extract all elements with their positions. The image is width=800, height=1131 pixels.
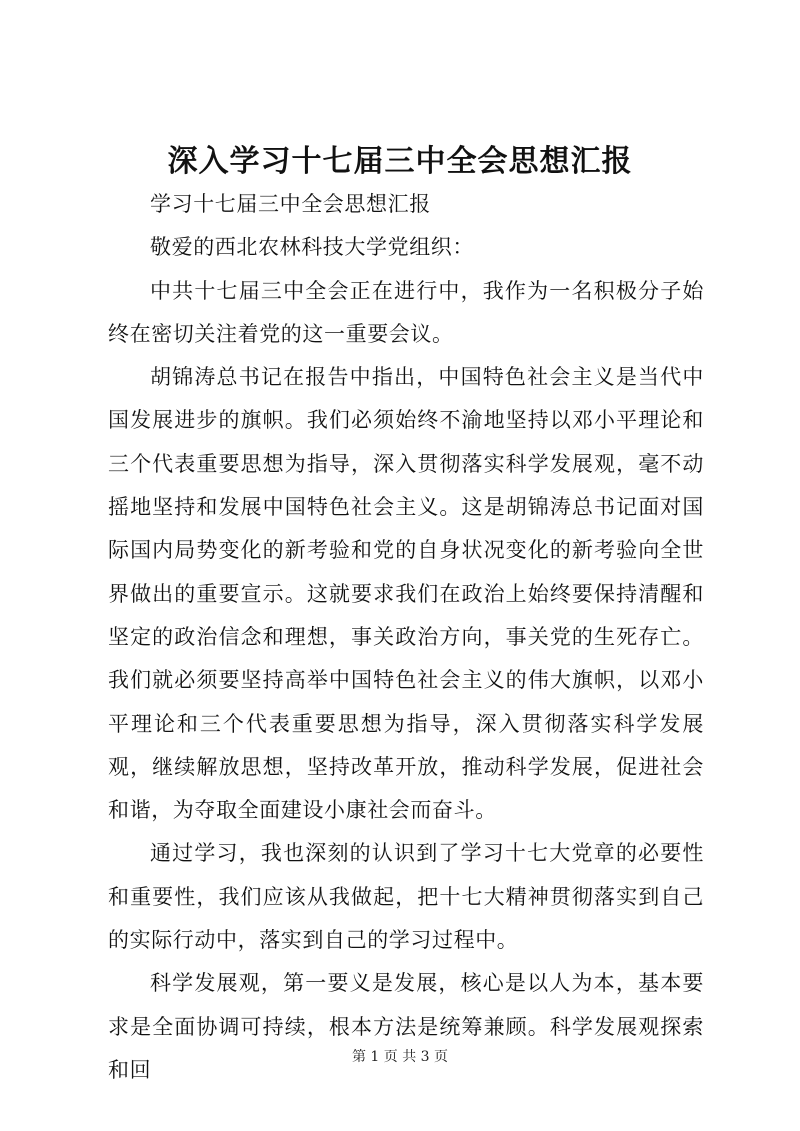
paragraph: 胡锦涛总书记在报告中指出，中国特色社会主义是当代中国发展进步的旗帜。我们必须始终不渝地坚持以邓小平理论和三个代表重要思想为指导，深入贯彻落实科学发展观，毫不动摇地坚持和发展中国特色社会主义。这是胡锦涛总书记面对国际国内局势变化的新考验和党的自身状况变化的新考验向全世界做出的重要宣示。这就要求我们在政治上始终要保持清醒和坚定的政治信念和理想，事关政治方向，事关党的生死存亡。我们就必须要坚持高举中国特色社会主义的伟大旗帜，以邓小平理论和三个代表重要思想为指导，深入贯彻落实科学发展观，继续解放思想，坚持改革开放，推动科学发展，促进社会和谐，为夺取全面建设小康社会而奋斗。 — [108, 365, 704, 823]
paragraph: 科学发展观，第一要义是发展，核心是以人为本，基本要求是全面协调可持续，根本方法是统筹兼顾。科学发展观探索和回 — [108, 971, 704, 1082]
paragraph: 中共十七届三中全会正在进行中，我作为一名积极分子始终在密切关注着党的这一重要会议。 — [108, 278, 704, 346]
paragraph-salutation: 敬爱的西北农林科技大学党组织： — [150, 235, 474, 260]
page-number-footer: 第 1 页 共 3 页 — [351, 1049, 449, 1065]
paragraph: 通过学习，我也深刻的认识到了学习十七大党章的必要性和重要性，我们应该从我做起，把十七大精神贯彻落实到自己的实际行动中，落实到自己的学习过程中。 — [108, 841, 704, 953]
document-title: 深入学习十七届三中全会思想汇报 — [167, 144, 633, 179]
document-body — [108, 183, 704, 1092]
paragraph-subtitle: 学习十七届三中全会思想汇报 — [150, 192, 431, 216]
